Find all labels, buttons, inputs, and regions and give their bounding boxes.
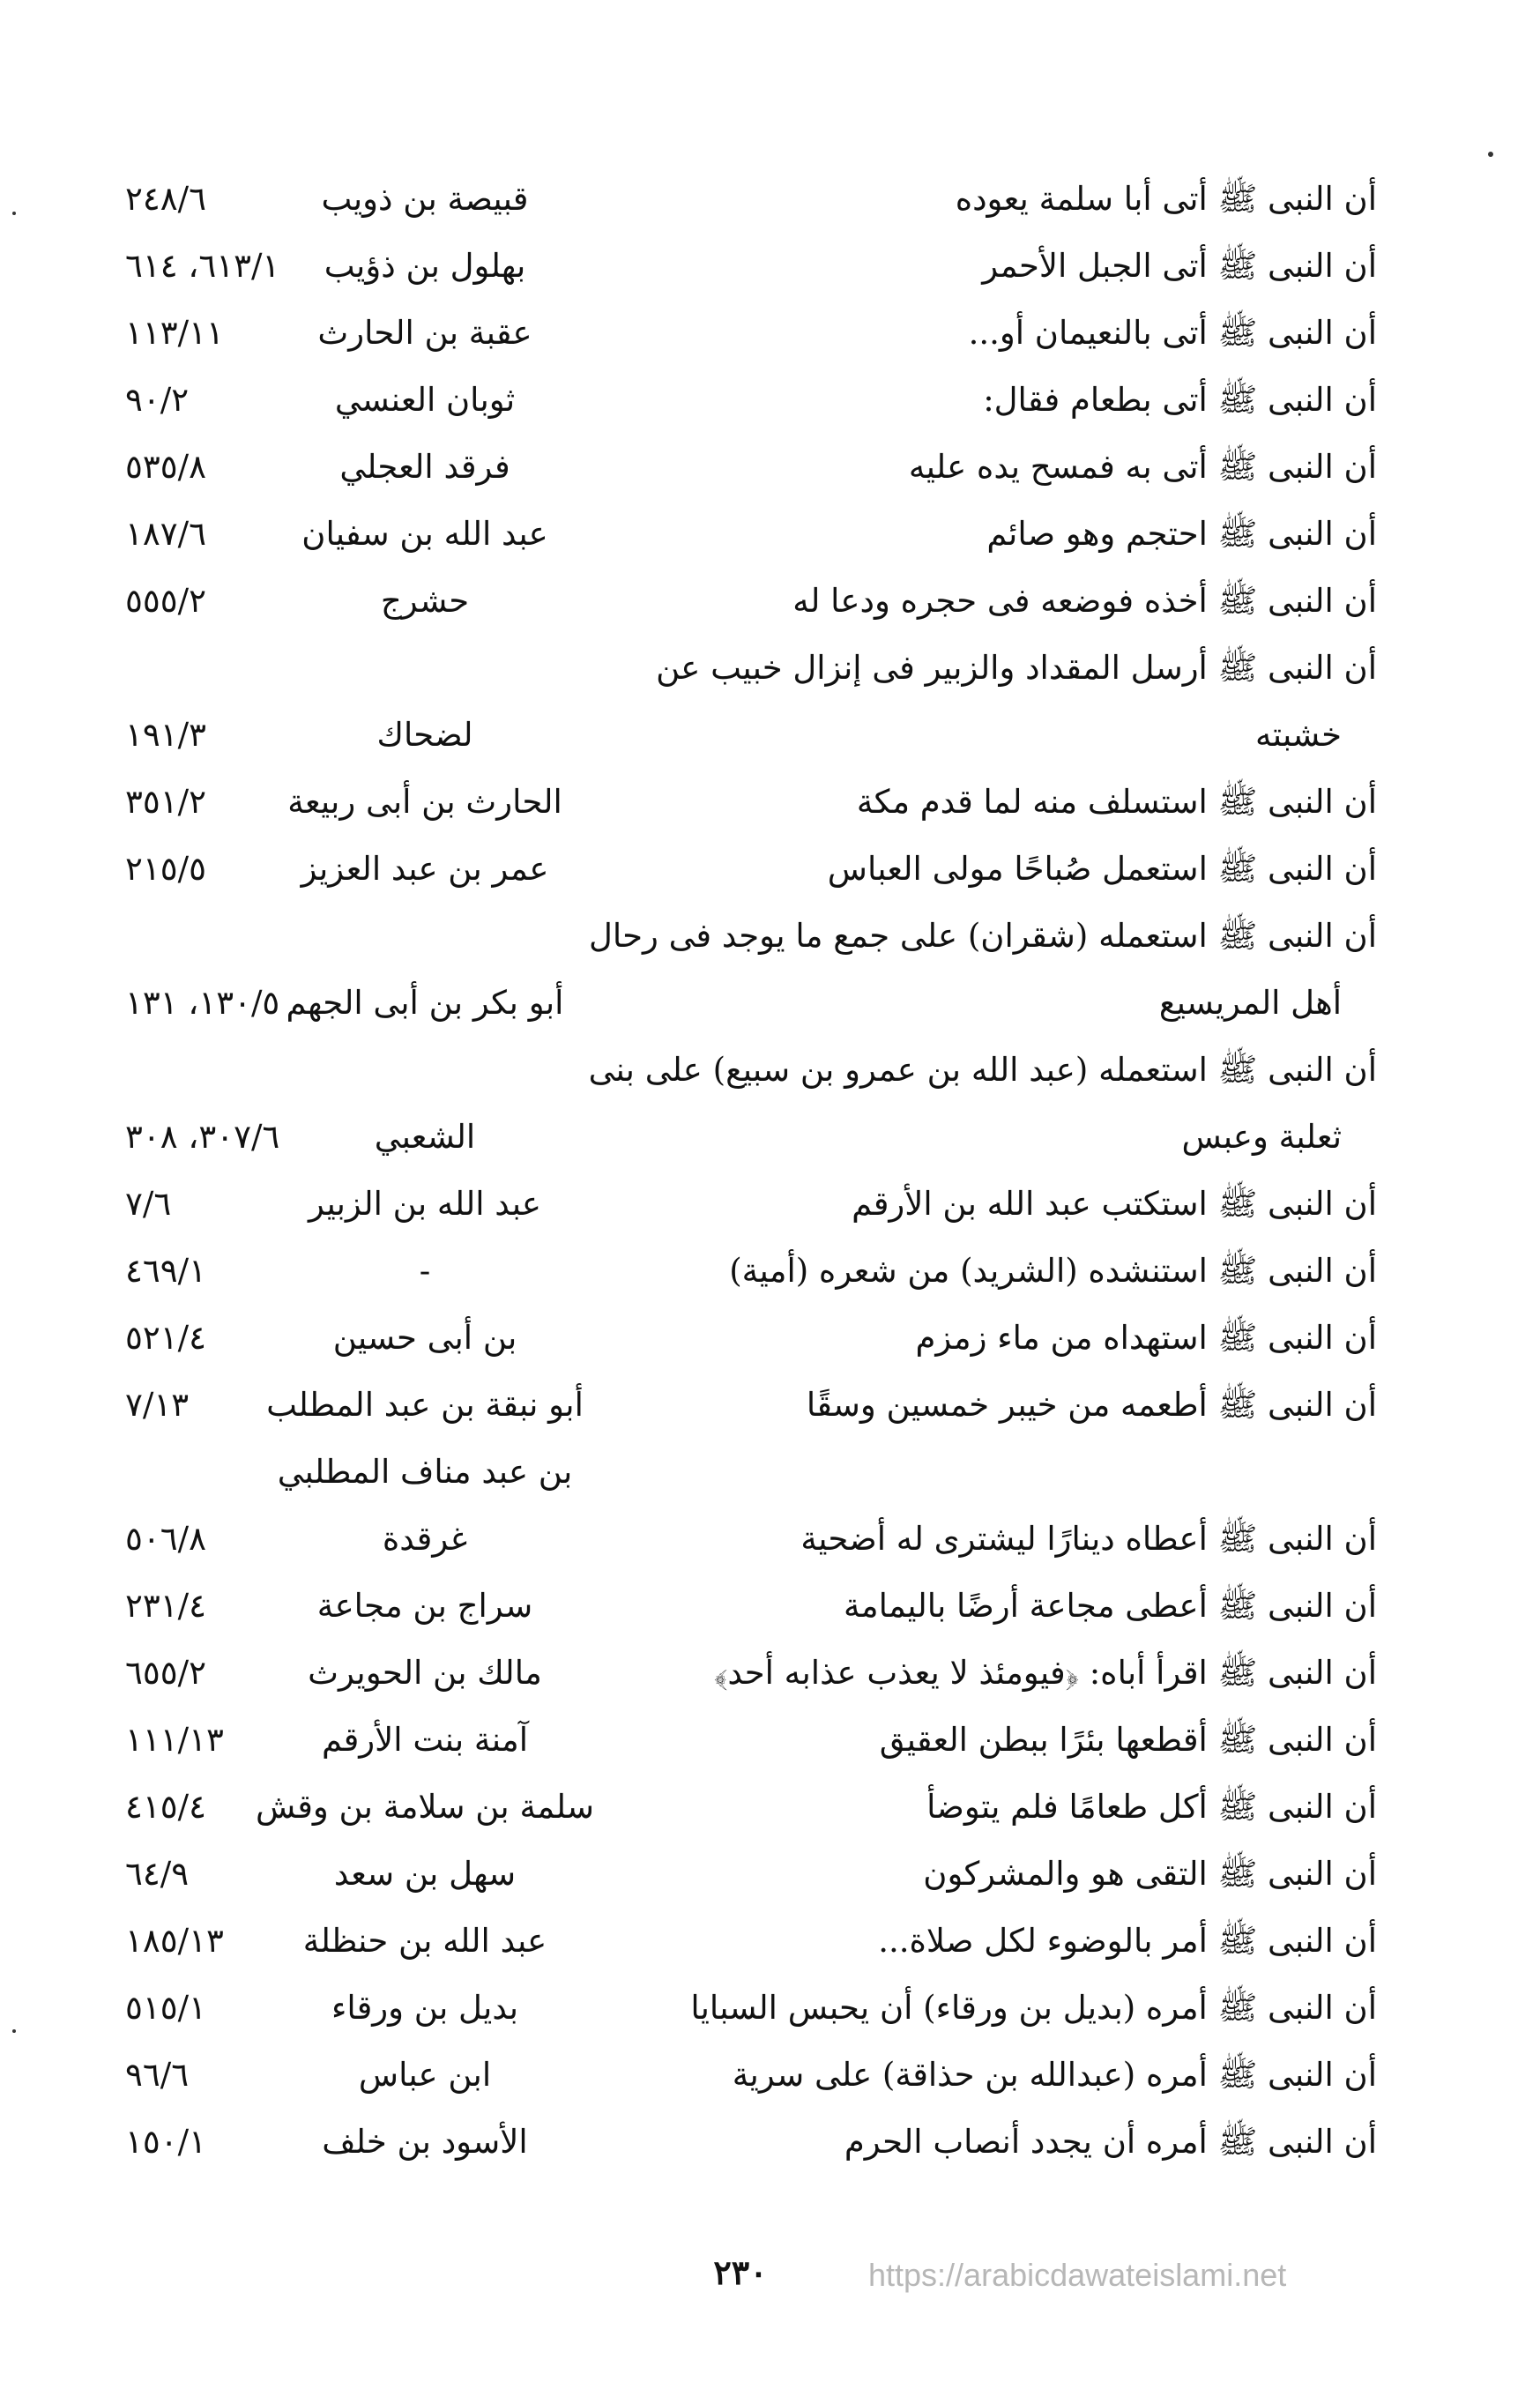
volume-page-reference: ١٥٠/١ bbox=[125, 2123, 206, 2161]
hadith-text bbox=[628, 635, 1377, 769]
hadith-text bbox=[628, 1841, 1377, 1908]
hadith-text-line: أن النبى ﷺ أعطاه دينارًا ليشترى له أضحية bbox=[800, 1520, 1377, 1558]
scan-speck bbox=[1488, 152, 1493, 157]
volume-page-reference: ٢٣١/٤ bbox=[125, 1587, 206, 1625]
hadith-text-line: أن النبى ﷺ أرسل المقداد والزبير فى إنزال خبيب عن bbox=[656, 649, 1377, 687]
hadith-text-line: أن النبى ﷺ استكتب عبد الله بن الأرقم bbox=[852, 1185, 1377, 1223]
narrator-name: عبد الله بن حنظلة bbox=[302, 1922, 547, 1960]
index-entry bbox=[125, 300, 1377, 367]
narrator-name: بن أبى حسين bbox=[332, 1319, 517, 1357]
hadith-text bbox=[628, 434, 1377, 501]
hadith-text bbox=[628, 1640, 1377, 1707]
index-entry bbox=[125, 1238, 1377, 1305]
index-entry bbox=[125, 1037, 1377, 1171]
index-entry bbox=[125, 501, 1377, 568]
hadith-text bbox=[628, 367, 1377, 434]
volume-page-reference: ١٨٥/١٣ bbox=[125, 1922, 224, 1960]
hadith-text bbox=[628, 1238, 1377, 1305]
hadith-text-line: أن النبى ﷺ استعمل صُباحًا مولى العباس bbox=[827, 850, 1377, 888]
narrator-name: مالك بن الحويرث bbox=[308, 1654, 542, 1692]
hadith-text-line: أن النبى ﷺ أتى أبا سلمة يعوده bbox=[955, 180, 1377, 218]
hadith-text-line: أن النبى ﷺ أتى به فمسح يده عليه bbox=[908, 448, 1377, 486]
hadith-text bbox=[628, 1305, 1377, 1372]
narrator-name: - bbox=[419, 1252, 431, 1290]
narrator-name: عبد الله بن الزبير bbox=[309, 1185, 541, 1223]
narrator-name: غرقدة bbox=[382, 1520, 468, 1558]
narrator-name: حشرج bbox=[380, 582, 470, 620]
volume-page-reference: ٢١٥/٥ bbox=[125, 850, 206, 888]
index-entry bbox=[125, 1305, 1377, 1372]
watermark-url: https://arabicdawateislami.net bbox=[868, 2257, 1287, 2293]
narrator-name: لضحاك bbox=[376, 716, 473, 754]
narrator-name: الأسود بن خلف bbox=[322, 2123, 528, 2161]
index-entry bbox=[125, 1774, 1377, 1841]
hadith-text bbox=[628, 836, 1377, 903]
hadith-text bbox=[628, 1506, 1377, 1573]
narrator-name: أبو نبقة بن عبد المطلب بن عبد مناف المطلبي bbox=[266, 1386, 584, 1491]
volume-page-reference: ٩٦/٦ bbox=[125, 2056, 190, 2094]
volume-page-reference: ٢٤٨/٦ bbox=[125, 180, 206, 218]
hadith-index-list bbox=[125, 166, 1377, 2176]
scan-speck bbox=[12, 212, 16, 215]
narrator-name: أبو بكر بن أبى الجهم bbox=[286, 984, 564, 1022]
hadith-text bbox=[588, 903, 1377, 1037]
volume-page-reference: ٦١٣/١، ٦١٤ bbox=[125, 247, 280, 285]
hadith-text-line: أن النبى ﷺ استسلف منه لما قدم مكة bbox=[856, 783, 1377, 821]
hadith-text-continuation: خشبته bbox=[1254, 716, 1342, 754]
volume-page-reference: ٧/١٣ bbox=[125, 1386, 190, 1424]
hadith-text-line: أن النبى ﷺ استعمله (عبد الله بن عمرو بن سبيع) على بنى bbox=[588, 1051, 1377, 1089]
volume-page-reference: ٣٠٧/٦، ٣٠٨ bbox=[125, 1118, 280, 1156]
hadith-text bbox=[628, 1372, 1377, 1439]
index-entry bbox=[125, 635, 1377, 769]
hadith-text-line: أن النبى ﷺ أتى الجبل الأحمر bbox=[982, 247, 1377, 285]
hadith-text-line: أن النبى ﷺ أخذه فوضعه فى حجره ودعا له bbox=[792, 582, 1377, 620]
hadith-text bbox=[628, 1774, 1377, 1841]
index-entry bbox=[125, 434, 1377, 501]
narrator-name: الحارث بن أبى ربيعة bbox=[287, 783, 562, 821]
volume-page-reference: ١٣٠/٥، ١٣١ bbox=[125, 984, 280, 1022]
narrator-name: سهل بن سعد bbox=[333, 1855, 517, 1893]
index-entry bbox=[125, 568, 1377, 635]
volume-page-reference: ٤٦٩/١ bbox=[125, 1252, 206, 1290]
hadith-text-line: أن النبى ﷺ أتى بالنعيمان أو... bbox=[968, 314, 1377, 352]
volume-page-reference: ٤١٥/٤ bbox=[125, 1788, 206, 1826]
index-entry bbox=[125, 1707, 1377, 1774]
narrator-name: فرقد العجلي bbox=[339, 448, 510, 486]
hadith-text bbox=[628, 769, 1377, 836]
index-entry bbox=[125, 1908, 1377, 1975]
volume-page-reference: ٣٥١/٢ bbox=[125, 783, 206, 821]
hadith-text-continuation: ثعلبة وعبس bbox=[1181, 1118, 1342, 1156]
volume-page-reference: ١٩١/٣ bbox=[125, 716, 206, 754]
index-entry bbox=[125, 1975, 1377, 2042]
hadith-text bbox=[628, 2042, 1377, 2109]
index-entry bbox=[125, 1640, 1377, 1707]
volume-page-reference: ٥٢١/٤ bbox=[125, 1319, 206, 1357]
narrator-name: الشعبي bbox=[374, 1118, 476, 1156]
hadith-text-line: أن النبى ﷺ استهداه من ماء زمزم bbox=[915, 1319, 1377, 1357]
narrator-name: ابن عباس bbox=[358, 2056, 492, 2094]
hadith-text-line: أن النبى ﷺ احتجم وهو صائم bbox=[986, 515, 1377, 553]
hadith-text-line: أن النبى ﷺ استعمله (شقران) على جمع ما يوجد فى رحال bbox=[588, 917, 1377, 955]
hadith-text bbox=[628, 1171, 1377, 1238]
hadith-text-line: أن النبى ﷺ أمره (بديل بن ورقاء) أن يحبس السبايا bbox=[690, 1989, 1377, 2027]
hadith-text bbox=[628, 1707, 1377, 1774]
hadith-text-line: أن النبى ﷺ أمره (عبدالله بن حذاقة) على سرية bbox=[732, 2056, 1377, 2094]
volume-page-reference: ٧/٦ bbox=[125, 1185, 172, 1223]
scan-speck bbox=[12, 2029, 16, 2033]
hadith-text-line: أن النبى ﷺ أعطى مجاعة أرضًا باليمامة bbox=[843, 1587, 1377, 1625]
index-entry bbox=[125, 166, 1377, 233]
hadith-text bbox=[628, 1908, 1377, 1975]
hadith-text bbox=[628, 1573, 1377, 1640]
index-entry bbox=[125, 233, 1377, 300]
narrator-name: عبد الله بن سفيان bbox=[301, 515, 548, 553]
narrator-name: سلمة بن سلامة بن وقش bbox=[256, 1788, 594, 1826]
index-entry bbox=[125, 2042, 1377, 2109]
narrator-name: عمر بن عبد العزيز bbox=[301, 850, 549, 888]
volume-page-reference: ١٨٧/٦ bbox=[125, 515, 206, 553]
volume-page-reference: ١١١/١٣ bbox=[125, 1721, 224, 1759]
index-entry bbox=[125, 1171, 1377, 1238]
index-entry bbox=[125, 1841, 1377, 1908]
hadith-text-line: أن النبى ﷺ التقى هو والمشركون bbox=[923, 1855, 1377, 1893]
hadith-text bbox=[628, 233, 1377, 300]
volume-page-reference: ١١٣/١١ bbox=[125, 314, 224, 352]
volume-page-reference: ٥٠٦/٨ bbox=[125, 1520, 206, 1558]
hadith-text-line: أن النبى ﷺ أكل طعامًا فلم يتوضأ bbox=[926, 1788, 1377, 1826]
hadith-text bbox=[628, 300, 1377, 367]
index-entry bbox=[125, 1372, 1377, 1506]
hadith-text bbox=[628, 1975, 1377, 2042]
index-entry bbox=[125, 769, 1377, 836]
volume-page-reference: ٩٠/٢ bbox=[125, 381, 190, 419]
hadith-text bbox=[628, 2109, 1377, 2176]
index-entry bbox=[125, 1506, 1377, 1573]
narrator-name: سراج بن مجاعة bbox=[316, 1587, 533, 1625]
hadith-text-line: أن النبى ﷺ استنشده (الشريد) من شعره (أمية) bbox=[729, 1252, 1377, 1290]
hadith-text-continuation: أهل المريسيع bbox=[1158, 984, 1342, 1022]
page-number: ٢٣٠ bbox=[713, 2252, 768, 2292]
hadith-text-line: أن النبى ﷺ أتى بطعام فقال: bbox=[983, 381, 1377, 419]
volume-page-reference: ٥٥٥/٢ bbox=[125, 582, 206, 620]
hadith-text-line: أن النبى ﷺ أمر بالوضوء لكل صلاة... bbox=[878, 1922, 1377, 1960]
hadith-text-line: أن النبى ﷺ اقرأ أباه: ﴿فيومئذ لا يعذب عذابه أحد﴾ bbox=[714, 1654, 1377, 1692]
index-entry bbox=[125, 367, 1377, 434]
hadith-text-line: أن النبى ﷺ أمره أن يجدد أنصاب الحرم bbox=[844, 2123, 1377, 2161]
hadith-text bbox=[628, 568, 1377, 635]
index-entry bbox=[125, 836, 1377, 903]
hadith-text bbox=[628, 166, 1377, 233]
volume-page-reference: ٥١٥/١ bbox=[125, 1989, 206, 2027]
hadith-text-line: أن النبى ﷺ أقطعها بئرًا ببطن العقيق bbox=[879, 1721, 1377, 1759]
narrator-name: ثوبان العنسي bbox=[334, 381, 516, 419]
narrator-name: عقبة بن الحارث bbox=[317, 314, 532, 352]
index-entry bbox=[125, 2109, 1377, 2176]
hadith-text bbox=[588, 1037, 1377, 1171]
index-entry bbox=[125, 1573, 1377, 1640]
narrator-name: بهلول بن ذؤيب bbox=[324, 247, 526, 285]
hadith-text bbox=[628, 501, 1377, 568]
volume-page-reference: ٦٤/٩ bbox=[125, 1855, 190, 1893]
narrator-name: آمنة بنت الأرقم bbox=[322, 1721, 528, 1759]
narrator-name: قبيصة بن ذويب bbox=[321, 180, 529, 218]
index-entry bbox=[125, 903, 1377, 1037]
narrator-name: بديل بن ورقاء bbox=[331, 1989, 519, 2027]
hadith-text-line: أن النبى ﷺ أطعمه من خيبر خمسين وسقًا bbox=[806, 1386, 1377, 1424]
volume-page-reference: ٦٥٥/٢ bbox=[125, 1654, 206, 1692]
volume-page-reference: ٥٣٥/٨ bbox=[125, 448, 206, 486]
